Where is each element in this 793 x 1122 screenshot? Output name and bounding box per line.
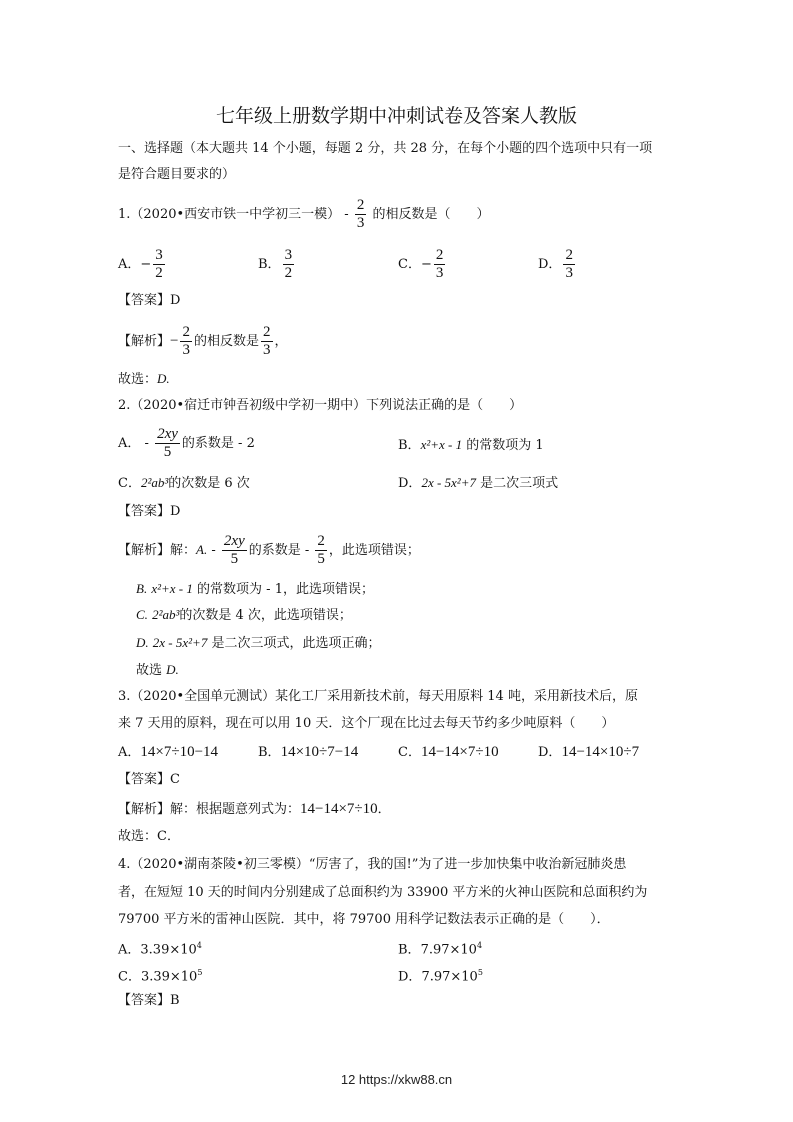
q2-analysis-b: B. x²+x - 1 的常数项为 - 1，此选项错误； (136, 581, 374, 597)
q3-option-b: B．14×10÷7−14 (258, 744, 359, 760)
q3-answer: 【答案】C (118, 772, 180, 787)
q4-option-d: D．$7.97\times 10^5$ (398, 968, 483, 985)
q2-analysis-a: 【解析】解：A. - $\frac{2xy}{5}$ 的系数是 - $\frac{2}{5}$ ，此选项错误； (118, 533, 420, 567)
page-title: 七年级上册数学期中冲刺试卷及答案人教版 (215, 105, 577, 127)
q3-stem-line2: 来 7 天用的原料，现在可以用 10 天．这个厂现在比过去每天节约多少吨原料（ ） (118, 716, 615, 731)
q2-answer: 【答案】D (118, 504, 181, 519)
q1-answer: 【答案】D (118, 293, 181, 308)
q2-choose: 故选 D. (136, 662, 179, 678)
q3-option-d: D．14−14×10÷7 (538, 744, 640, 760)
q1-analysis: 【解析】− $\frac{2}{3}$ 的相反数是 $\frac{2}{3}$ ， (118, 324, 288, 358)
q1-fraction: $\frac{2}{3}$ (356, 197, 365, 231)
q3-analysis: 【解析】解：根据题意列式为：14−14×7÷10． (118, 801, 391, 817)
section-heading-line1: 一、选择题（本大题共 14 个小题，每题 2 分，共 28 分，在每个小题的四个选项中只有一项 (118, 141, 653, 156)
q3-choose: 故选：C． (118, 829, 180, 844)
q4-stem-line1: 4.（2020•湖南茶陵•初三零模）“厉害了，我的国!”为了进一步加快集中收治新冠肺炎患 (118, 857, 627, 872)
section-heading-line2: 是符合题目要求的） (118, 167, 236, 182)
q1-option-b: B． $\frac{3}{2}$ (258, 247, 293, 281)
q4-answer: 【答案】B (118, 993, 180, 1008)
q2-analysis-c: C. 2²ab³的次数是 4 次，此选项错误； (136, 607, 352, 623)
q4-stem-line2: 者，在短短 10 天的时间内分别建成了总面积约为 33900 平方米的火神山医院和总面积约为 (118, 885, 648, 900)
q3-option-a: A．14×7÷10−14 (118, 744, 219, 760)
q1-option-c: C．− $\frac{2}{3}$ (398, 247, 444, 281)
q3-stem-line1: 3.（2020•全国单元测试）某化工厂采用新技术前，每天用原料 14 吨，采用新技术后，原 (118, 689, 638, 704)
q2-option-b: B．x²+x - 1 的常数项为 1 (398, 437, 544, 453)
q2-option-d: D．2x - 5x²+7 是二次三项式 (398, 475, 559, 491)
q1-option-d: D． $\frac{2}{3}$ (538, 247, 573, 281)
q2-stem: 2.（2020•宿迁市钟吾初级中学初一期中）下列说法正确的是（ ） (118, 398, 523, 413)
q3-option-c: C．14−14×7÷10 (398, 744, 499, 760)
q2-option-c: C．2²ab³的次数是 6 次 (118, 475, 250, 491)
q4-option-a: A．$3.39\times 10^4$ (118, 941, 202, 958)
page-footer: 12 https://xkw88.cn (340, 1072, 453, 1087)
q4-option-c: C．$3.39\times 10^5$ (118, 968, 203, 985)
q1-option-a: A．− $\frac{3}{2}$ (118, 247, 163, 281)
q2-option-a: A． - $\frac{2xy}{5}$ 的系数是 - 2 (118, 426, 255, 460)
q2-analysis-d: D. 2x - 5x²+7 是二次三项式，此选项正确； (136, 635, 381, 651)
q4-option-b: B．$7.97\times 10^4$ (398, 941, 483, 958)
q1-choose: 故选：D. (118, 371, 170, 387)
q1-stem: 1.（2020•西安市铁一中学初三一模） - $\frac{2}{3}$ 的相反数是（ ） (118, 197, 490, 231)
q4-stem-line3: 79700 平方米的雷神山医院．其中，将 79700 用科学记数法表示正确的是（ ）． (118, 912, 610, 927)
